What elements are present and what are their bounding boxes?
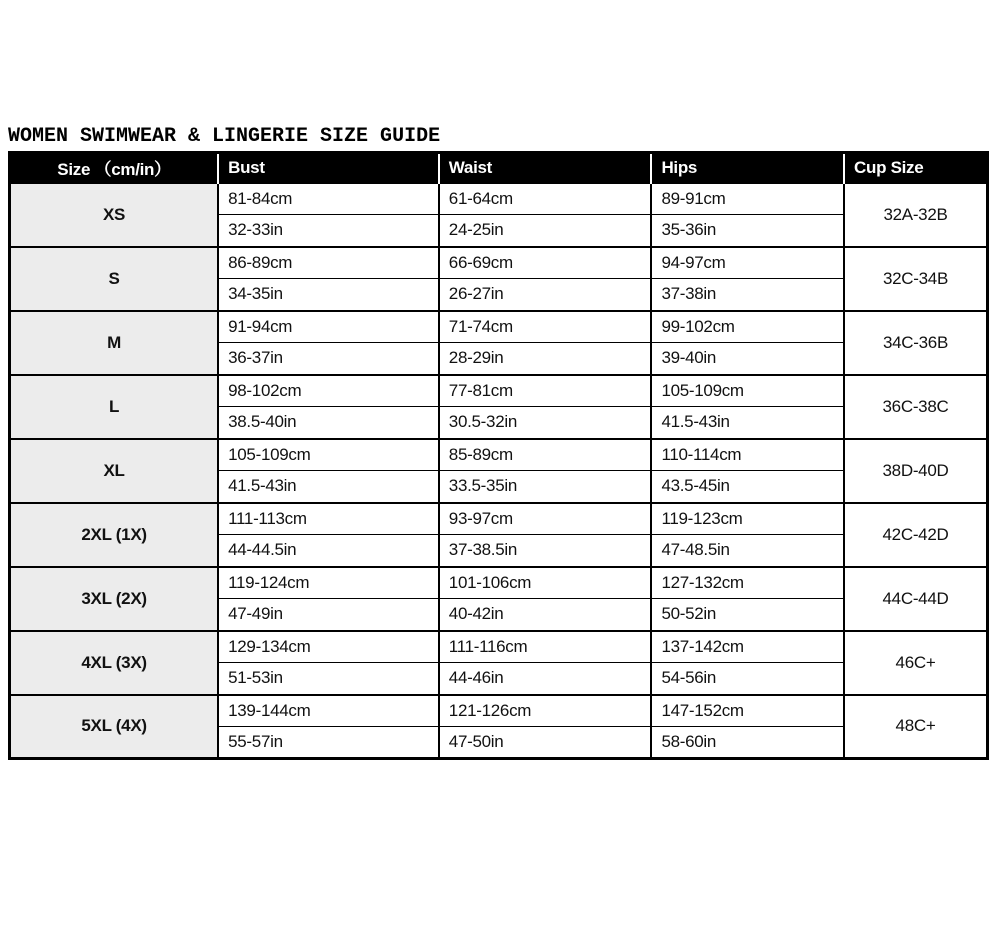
- table-row: [10, 439, 988, 471]
- cup-size-cell: 36C-38C: [844, 375, 987, 439]
- waist-in-cell: 44-46in: [439, 663, 652, 695]
- waist-in-cell: 33.5-35in: [439, 471, 652, 503]
- table-row: [10, 631, 988, 663]
- waist-cm-cell: 121-126cm: [439, 695, 652, 727]
- page-title: WOMEN SWIMWEAR & LINGERIE SIZE GUIDE: [8, 125, 441, 148]
- bust-in-cell: 47-49in: [218, 599, 439, 631]
- waist-cm-cell: 101-106cm: [439, 567, 652, 599]
- size-label-cell: XL: [10, 439, 219, 503]
- bust-in-cell: 36-37in: [218, 343, 439, 375]
- bust-cm-cell: 129-134cm: [218, 631, 439, 663]
- size-label-cell: 5XL (4X): [10, 695, 219, 759]
- hips-in-cell: 54-56in: [651, 663, 844, 695]
- table-row: [10, 567, 988, 599]
- bust-cm-cell: 86-89cm: [218, 247, 439, 279]
- hips-cm-cell: 94-97cm: [651, 247, 844, 279]
- hips-cm-cell: 137-142cm: [651, 631, 844, 663]
- size-label-cell: S: [10, 247, 219, 311]
- waist-in-cell: 30.5-32in: [439, 407, 652, 439]
- hips-in-cell: 37-38in: [651, 279, 844, 311]
- table-row: [10, 375, 988, 407]
- hips-in-cell: 47-48.5in: [651, 535, 844, 567]
- bust-in-cell: 55-57in: [218, 727, 439, 759]
- hips-cm-cell: 110-114cm: [651, 439, 844, 471]
- size-guide-table: [8, 151, 989, 760]
- cup-size-cell: 32C-34B: [844, 247, 987, 311]
- bust-in-cell: 34-35in: [218, 279, 439, 311]
- bust-cm-cell: 111-113cm: [218, 503, 439, 535]
- waist-cm-cell: 71-74cm: [439, 311, 652, 343]
- column-header-waist: Waist: [439, 153, 652, 183]
- size-label-cell: L: [10, 375, 219, 439]
- size-label-cell: 3XL (2X): [10, 567, 219, 631]
- hips-cm-cell: 127-132cm: [651, 567, 844, 599]
- bust-in-cell: 51-53in: [218, 663, 439, 695]
- waist-in-cell: 26-27in: [439, 279, 652, 311]
- hips-cm-cell: 119-123cm: [651, 503, 844, 535]
- bust-in-cell: 32-33in: [218, 215, 439, 247]
- size-label-cell: 2XL (1X): [10, 503, 219, 567]
- cup-size-cell: 46C+: [844, 631, 987, 695]
- bust-cm-cell: 98-102cm: [218, 375, 439, 407]
- column-header-cup-size: Cup Size: [844, 153, 987, 183]
- waist-cm-cell: 77-81cm: [439, 375, 652, 407]
- table-row: [10, 183, 988, 215]
- cup-size-cell: 38D-40D: [844, 439, 987, 503]
- bust-in-cell: 41.5-43in: [218, 471, 439, 503]
- waist-in-cell: 24-25in: [439, 215, 652, 247]
- waist-cm-cell: 111-116cm: [439, 631, 652, 663]
- hips-cm-cell: 99-102cm: [651, 311, 844, 343]
- waist-cm-cell: 66-69cm: [439, 247, 652, 279]
- column-header-bust: Bust: [218, 153, 439, 183]
- table-row: [10, 311, 988, 343]
- hips-in-cell: 43.5-45in: [651, 471, 844, 503]
- waist-in-cell: 28-29in: [439, 343, 652, 375]
- bust-cm-cell: 91-94cm: [218, 311, 439, 343]
- hips-in-cell: 35-36in: [651, 215, 844, 247]
- hips-cm-cell: 105-109cm: [651, 375, 844, 407]
- waist-in-cell: 37-38.5in: [439, 535, 652, 567]
- waist-in-cell: 47-50in: [439, 727, 652, 759]
- size-label-cell: 4XL (3X): [10, 631, 219, 695]
- table-row: [10, 503, 988, 535]
- bust-in-cell: 38.5-40in: [218, 407, 439, 439]
- size-label-cell: M: [10, 311, 219, 375]
- waist-in-cell: 40-42in: [439, 599, 652, 631]
- size-label-cell: XS: [10, 183, 219, 247]
- cup-size-cell: 34C-36B: [844, 311, 987, 375]
- table-row: [10, 247, 988, 279]
- waist-cm-cell: 61-64cm: [439, 183, 652, 215]
- hips-in-cell: 58-60in: [651, 727, 844, 759]
- hips-cm-cell: 89-91cm: [651, 183, 844, 215]
- column-header-size: Size （cm/in）: [10, 153, 219, 183]
- bust-cm-cell: 105-109cm: [218, 439, 439, 471]
- cup-size-cell: 48C+: [844, 695, 987, 759]
- hips-in-cell: 50-52in: [651, 599, 844, 631]
- hips-cm-cell: 147-152cm: [651, 695, 844, 727]
- cup-size-cell: 42C-42D: [844, 503, 987, 567]
- column-header-hips: Hips: [651, 153, 844, 183]
- cup-size-cell: 32A-32B: [844, 183, 987, 247]
- table-header-row: [10, 153, 988, 183]
- hips-in-cell: 39-40in: [651, 343, 844, 375]
- bust-cm-cell: 139-144cm: [218, 695, 439, 727]
- cup-size-cell: 44C-44D: [844, 567, 987, 631]
- bust-cm-cell: 119-124cm: [218, 567, 439, 599]
- table-row: [10, 695, 988, 727]
- waist-cm-cell: 85-89cm: [439, 439, 652, 471]
- bust-in-cell: 44-44.5in: [218, 535, 439, 567]
- waist-cm-cell: 93-97cm: [439, 503, 652, 535]
- size-table-body: [10, 183, 988, 759]
- bust-cm-cell: 81-84cm: [218, 183, 439, 215]
- hips-in-cell: 41.5-43in: [651, 407, 844, 439]
